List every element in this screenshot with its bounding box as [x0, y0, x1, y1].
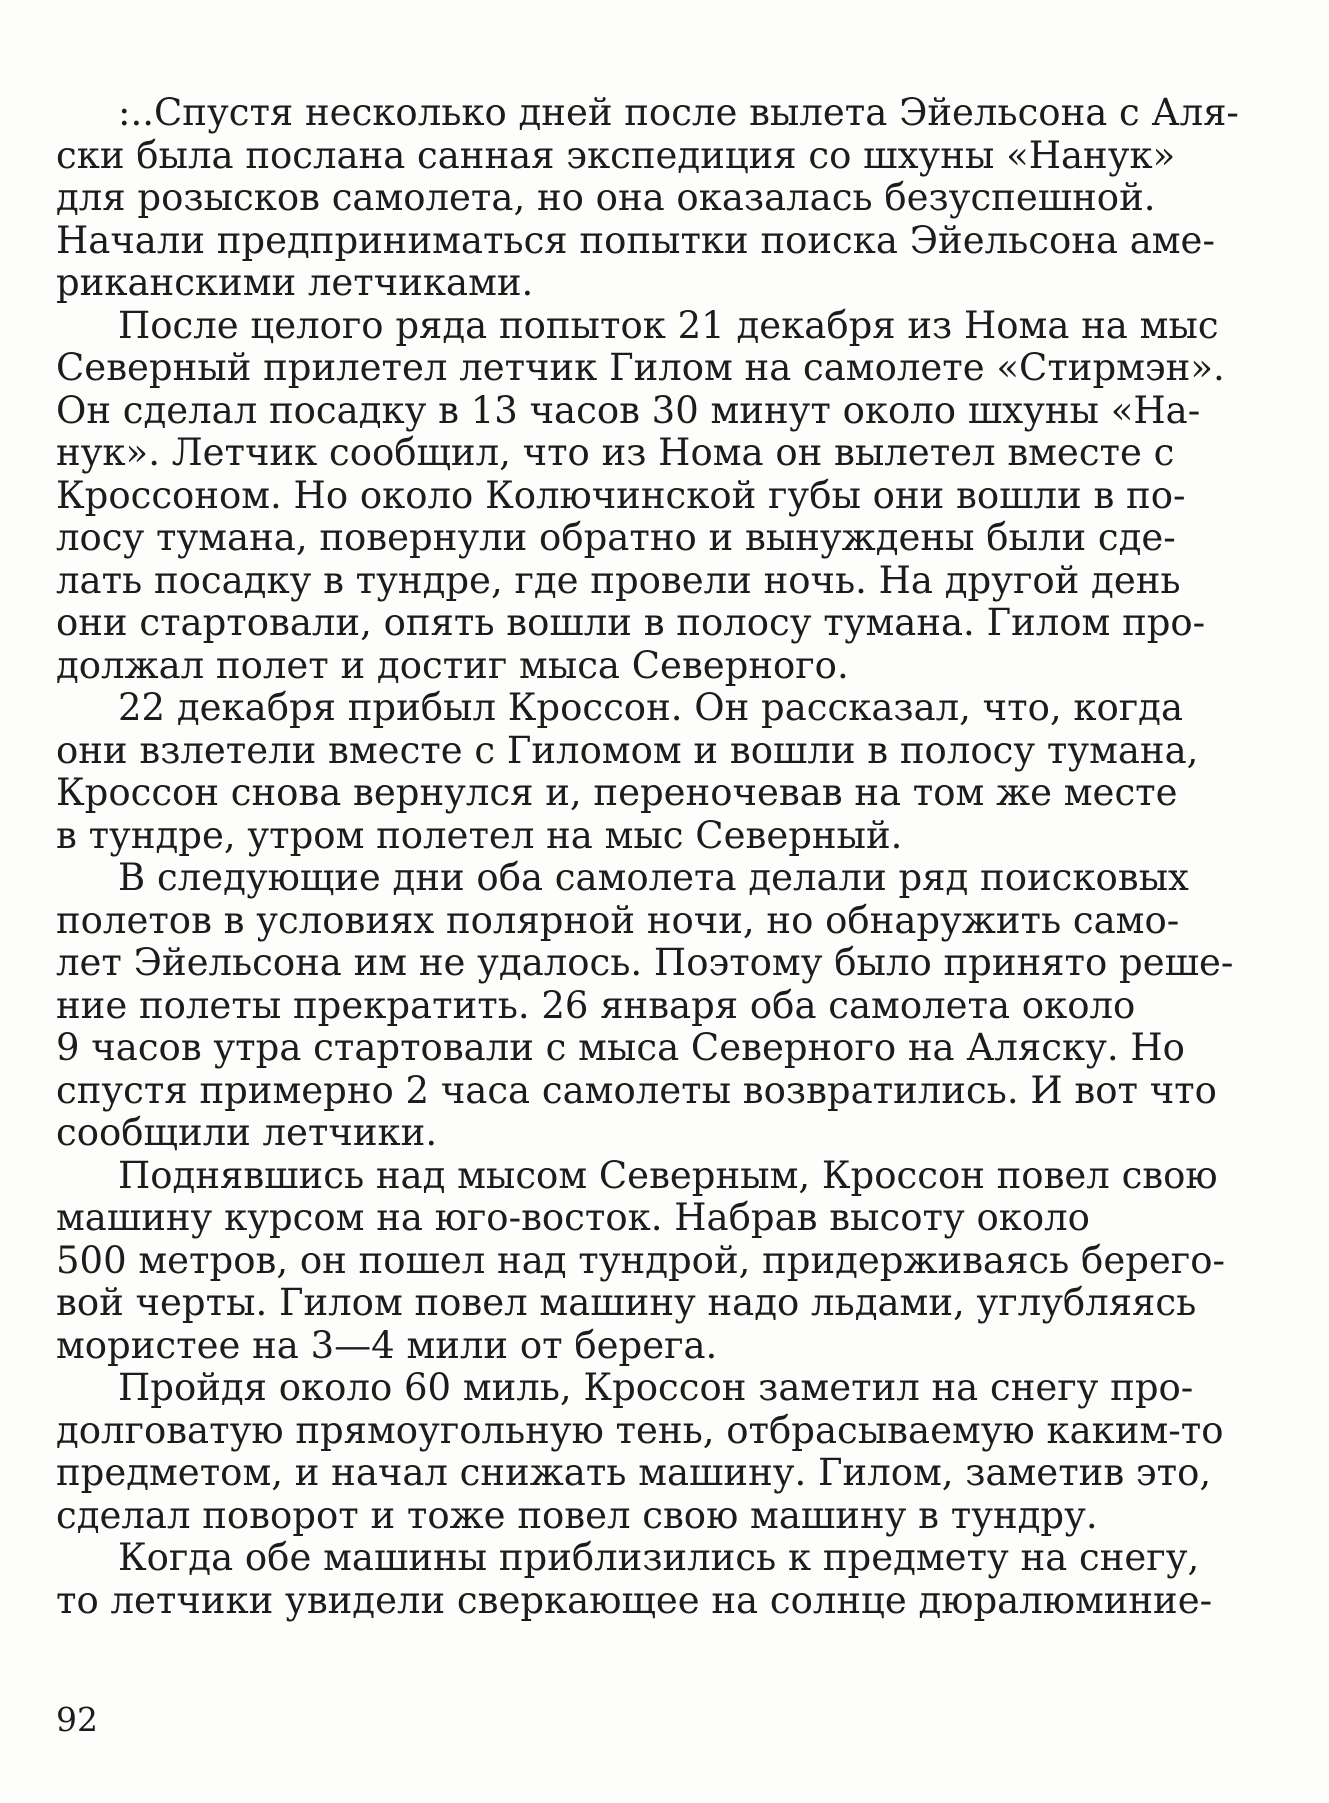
text-line: Кроссон снова вернулся и, переночевав на том же месте — [56, 771, 1178, 814]
text-line: Поднявшись над мысом Северным, Кроссон повел свою — [118, 1153, 1218, 1197]
text-line: должал полет и достиг мыса Северного. — [56, 643, 849, 687]
text-line: 22 декабря прибыл Кроссон. Он рассказал, что, когда — [118, 686, 1184, 729]
text-line: долговатую прямоугольную тень, отбрасываемую каким-то — [56, 1408, 1224, 1452]
text-line: ски была послана санная экспедиция со шхуны «Нанук» — [56, 133, 1176, 177]
text-line: мористее на 3—4 мили от берега. — [56, 1323, 718, 1367]
text-line: 500 метров, он пошел над тундрой, придерживаясь берего- — [56, 1238, 1225, 1282]
text-line: лать посадку в тундре, где провели ночь. На другой день — [56, 558, 1181, 602]
text-line: нук». Летчик сообщил, что из Нома он вылетел вместе с — [56, 431, 1175, 474]
text-line: Он сделал посадку в 13 часов 30 минут около шхуны «На- — [56, 388, 1201, 432]
text-line: для розысков самолета, но она оказалась безуспешной. — [56, 176, 1156, 219]
text-line: Кроссоном. Но около Колючинской губы они вошли в по- — [56, 473, 1186, 517]
text-line: они стартовали, опять вошли в полосу тумана. Гилом про- — [56, 601, 1206, 644]
text-line: сообщили летчики. — [56, 1111, 438, 1154]
text-line: вой черты. Гилом повел машину надо льдами, углубляясь — [56, 1281, 1197, 1324]
text-line: ние полеты прекратить. 26 января оба самолета около — [56, 983, 1136, 1027]
text-line: Северный прилетел летчик Гилом на самолете «Стирмэн». — [56, 346, 1225, 389]
page-number: 92 — [56, 1700, 98, 1739]
text-line: Пройдя около 60 миль, Кроссон заметил на снегу про- — [118, 1366, 1194, 1409]
text-line: полетов в условиях полярной ночи, но обнаружить само- — [56, 898, 1180, 942]
text-line: то летчики увидели сверкающее на солнце дюралюминие- — [56, 1578, 1213, 1622]
text-line: спустя примерно 2 часа самолеты возвратились. И вот что — [56, 1068, 1217, 1112]
text-line: они взлетели вместе с Гиломом и вошли в полосу тумана, — [56, 728, 1199, 772]
text-line: В следующие дни оба самолета делали ряд поисковых — [118, 856, 1189, 899]
text-line: сделал поворот и тоже повел свою машину в тундру. — [56, 1493, 1098, 1537]
text-line: Начали предприниматься попытки поиска Эйельсона аме- — [56, 218, 1215, 262]
text-line: в тундре, утром полетел на мыс Северный. — [56, 813, 903, 857]
text-line: машину курсом на юго-восток. Набрав высоту около — [56, 1196, 1090, 1239]
text-line: После целого ряда попыток 21 декабря из Нома на мыс — [118, 303, 1219, 347]
text-line: Когда обе машины приблизились к предмету на снегу, — [118, 1536, 1200, 1579]
text-line: :..Спустя несколько дней после вылета Эйельсона с Аля- — [118, 91, 1239, 134]
text-line: 9 часов утра стартовали с мыса Северного на Аляску. Но — [56, 1026, 1185, 1069]
text-line: лосу тумана, повернули обратно и вынуждены были сде- — [56, 516, 1176, 559]
text-line: риканскими летчиками. — [56, 261, 534, 304]
body-text — [56, 92, 1276, 1622]
text-line: предметом, и начал снижать машину. Гилом, заметив это, — [56, 1451, 1212, 1494]
text-line: лет Эйельсона им не удалось. Поэтому было принято реше- — [56, 941, 1234, 984]
